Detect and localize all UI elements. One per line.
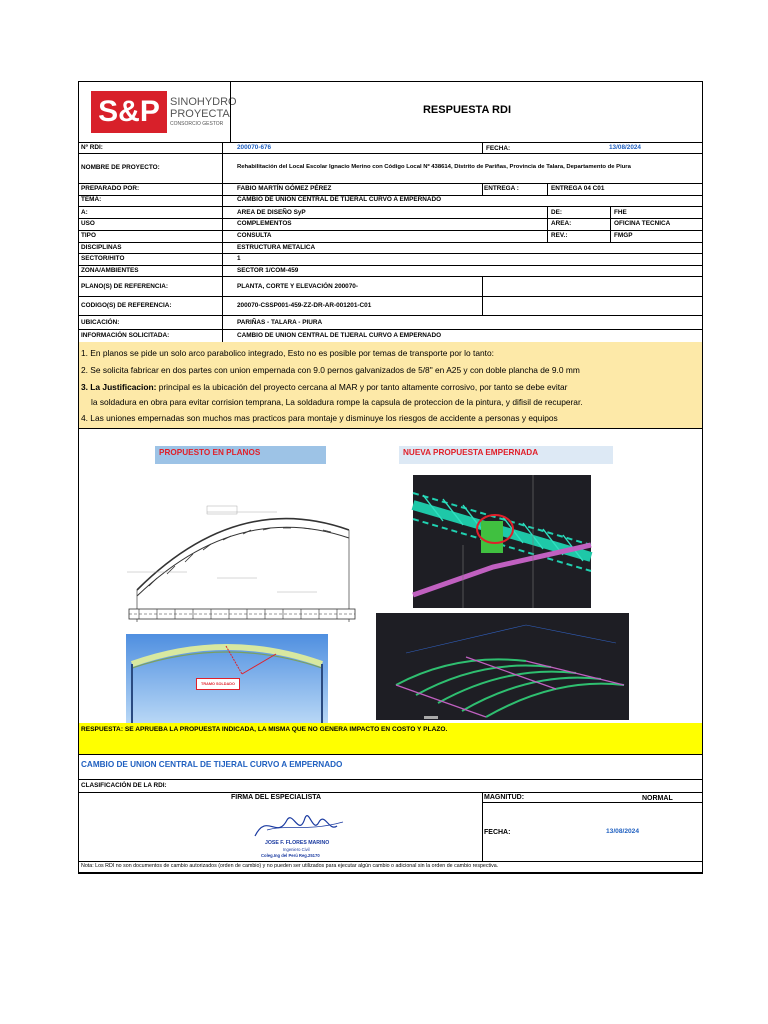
request-line-3b: la soldadura en obra para evitar corrision temprana, La soldadura rompe la capsula de proteccion de la pintura, y difisil de recuperar. — [91, 397, 583, 407]
disciplinas-value: ESTRUCTURA METALICA — [237, 244, 316, 251]
signature-graphic — [247, 810, 359, 844]
ubicacion-label: UBICACIÓN: — [81, 319, 120, 326]
tipo-label: TIPO — [81, 232, 96, 239]
logo-line2: PROYECTA — [170, 108, 230, 120]
stamp-role: Ingeniero Civil — [283, 847, 310, 852]
info-value: CAMBIO DE UNION CENTRAL DE TIJERAL CURVO A EMPERNADO — [237, 332, 442, 339]
planos-label: PLANO(S) DE REFERENCIA: — [81, 283, 168, 290]
welded-callout: TRAMO SOLDADO — [196, 678, 240, 690]
uso-label: USO — [81, 220, 95, 227]
firma-label: FIRMA DEL ESPECIALISTA — [231, 794, 322, 801]
preparado-label: PREPARADO POR: — [81, 185, 140, 192]
rdi-sheet — [78, 81, 703, 874]
logo-mark: S&P — [98, 95, 160, 128]
fecha-value: 13/08/2024 — [609, 144, 641, 151]
request-block — [79, 342, 702, 428]
left-image-title: PROPUESTO EN PLANOS — [155, 446, 326, 464]
entrega-label: ENTREGA : — [484, 185, 519, 192]
a-value: AREA DE DISEÑO SyP — [237, 209, 306, 216]
nota-text: Nota: Los RDI no son documentos de cambio autorizados (orden de cambio) y no pueden ser utilizados para ejecutar algún cambio o adicional sin la orden de cambio respectiva. — [81, 863, 499, 869]
rdi-value: 200070-676 — [237, 144, 272, 151]
response-subject: CAMBIO DE UNION CENTRAL DE TIJERAL CURVO A EMPERNADO — [81, 760, 343, 769]
proyecto-label: NOMBRE DE PROYECTO: — [81, 164, 160, 171]
tema-label: TEMA: — [81, 196, 102, 203]
logo-line3: CONSORCIO GESTOR — [170, 121, 224, 127]
de-label: DE: — [551, 209, 563, 216]
info-label: INFORMACIÓN SOLICITADA: — [81, 332, 170, 339]
disciplinas-label: DISCIPLINAS — [81, 244, 122, 251]
tipo-value: CONSULTA — [237, 232, 272, 239]
page-title: RESPUESTA RDI — [422, 104, 511, 116]
response-text: RESPUESTA: SE APRUEBA LA PROPUESTA INDICADA, LA MISMA QUE NO GENERA IMPACTO EN COSTO Y PLAZO. — [81, 726, 448, 733]
a-label: A: — [81, 209, 88, 216]
sector-value: 1 — [237, 255, 241, 262]
area-value: OFICINA TECNICA — [614, 220, 671, 227]
request-line-1: 1. En planos se pide un solo arco parabolico integrado, Esto no es posible por temas de transporte por lo tanto: — [81, 348, 494, 358]
tema-value: CAMBIO DE UNION CENTRAL DE TIJERAL CURVO A EMPERNADO — [237, 196, 442, 203]
zona-label: ZONA/AMBIENTES — [81, 267, 139, 274]
uso-value: COMPLEMENTOS — [237, 220, 292, 227]
request-line-3: 3. La Justificacion: principal es la ubicación del proyecto cercana al MAR y por tanto altamente corrosivo, por tanto se debe evitar — [81, 382, 568, 392]
planos-value: PLANTA, CORTE Y ELEVACIÓN 200070- — [237, 283, 358, 290]
bolted-joint-3d-image — [413, 475, 591, 608]
truss-plan-drawing — [127, 605, 357, 623]
response-block — [79, 723, 702, 754]
rev-value: FMGP — [614, 232, 633, 239]
codigos-label: CODIGO(S) DE REFERENCIA: — [81, 302, 172, 309]
right-image-title: NUEVA PROPUESTA EMPERNADA — [399, 446, 613, 464]
request-line-4: 4. Las uniones empernadas son muchos mas practicos para montaje y disminuye los riesgos de accidente a personas y equipos — [81, 413, 558, 423]
fecha-label: FECHA: — [486, 145, 511, 152]
logo-graphic — [91, 88, 237, 136]
company-logo — [91, 88, 237, 136]
ubicacion-value: PARIÑAS - TALARA - PIURA — [237, 319, 323, 326]
request-line-2: 2. Se solicita fabricar en dos partes con union empernada con 9.0 pernos galvanizados de 5/8" en A25 y con doble plancha de 9.0 mm — [81, 365, 580, 375]
clasificacion-label: CLASIFICACIÓN DE LA RDI: — [81, 782, 167, 789]
magnitud-value: NORMAL — [642, 795, 673, 802]
rdi-label: Nº RDI: — [81, 144, 103, 151]
footer-fecha-value: 13/08/2024 — [606, 828, 640, 835]
area-label: AREA: — [551, 220, 572, 227]
entrega-value: ENTREGA 04 C01 — [551, 185, 605, 192]
zona-value: SECTOR 1/COM-459 — [237, 267, 299, 274]
preparado-value: FABIO MARTÍN GÓMEZ PÉREZ — [237, 185, 332, 192]
rev-label: REV.: — [551, 232, 568, 239]
stamp-reg: Coleg.Ing del Perú Reg.25170 — [261, 853, 320, 858]
magnitud-label: MAGNITUD: — [484, 794, 525, 801]
sector-label: SECTOR/HITO — [81, 255, 125, 262]
stamp-name: JOSE F. FLORES MARINO — [265, 840, 330, 846]
de-value: FHE — [614, 209, 627, 216]
codigos-value: 200070-CSSP001-459-ZZ-DR-AR-001201-C01 — [237, 302, 372, 309]
footer-fecha-label: FECHA: — [484, 829, 511, 836]
logo-line1: SINOHYDRO — [170, 96, 237, 108]
proyecto-value: Rehabilitación del Local Escolar Ignacio Merino con Código Local Nº 438614, Distrito de Pariñas, Provincia de Talara, Departamento de Piura — [237, 164, 631, 170]
signature-stamp — [247, 810, 359, 860]
roof-3d-overview-image — [376, 613, 629, 720]
